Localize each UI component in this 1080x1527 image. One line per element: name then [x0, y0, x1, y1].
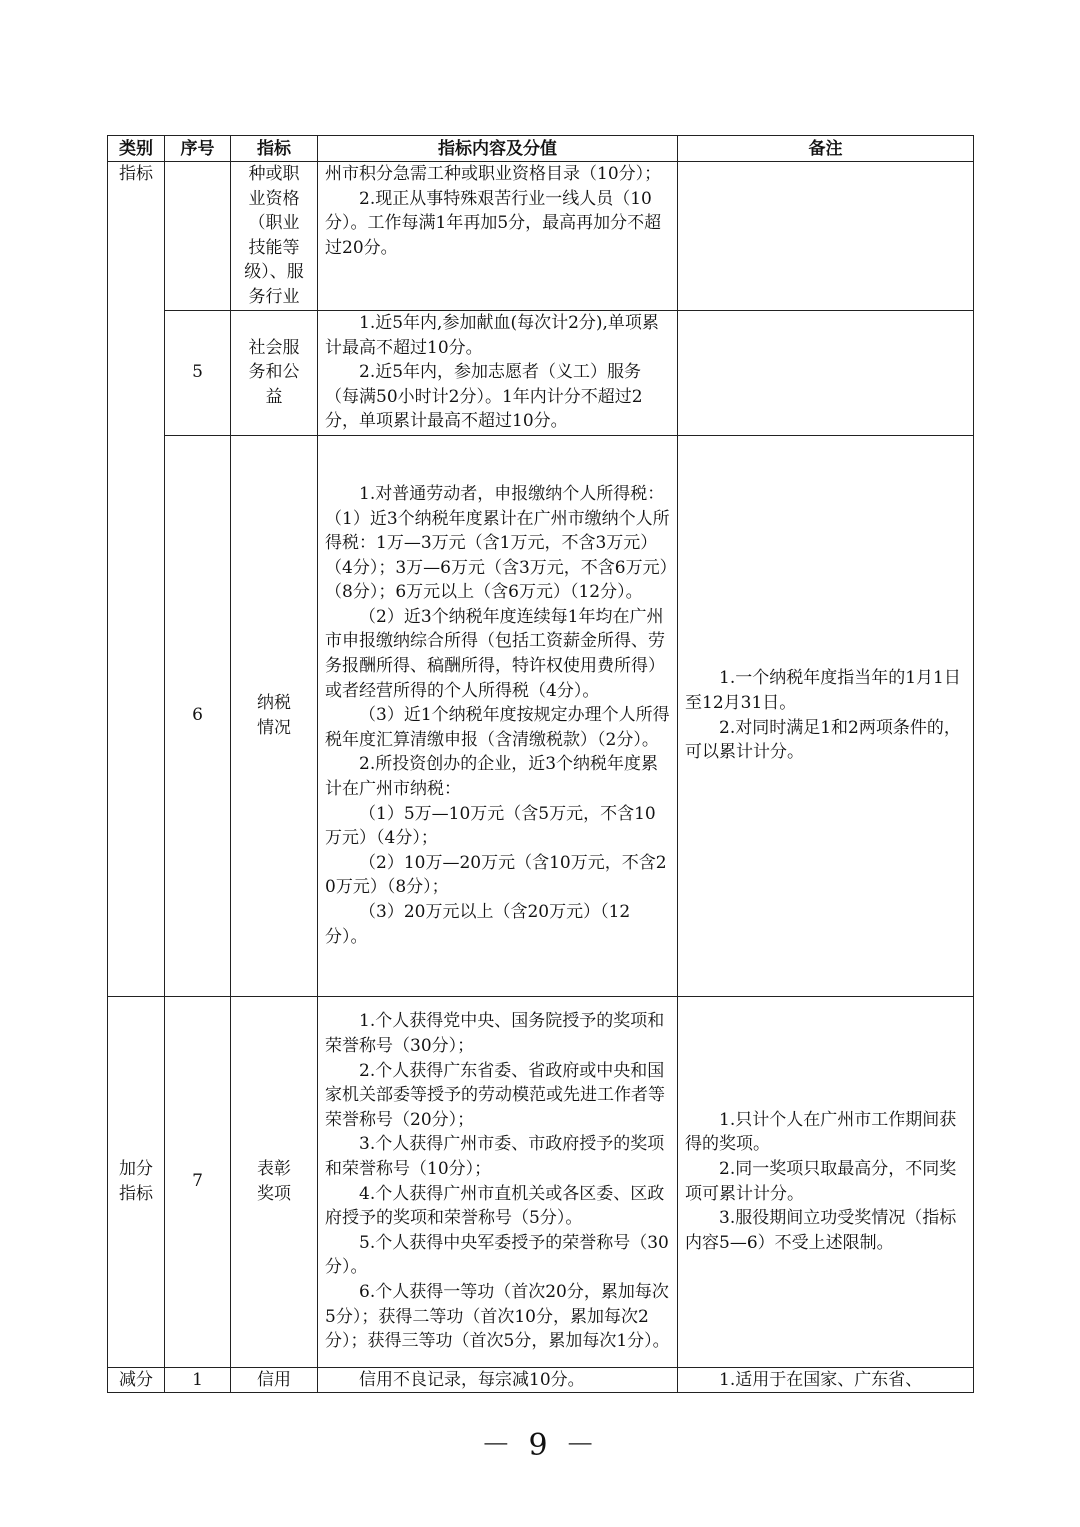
table-row — [108, 435, 974, 996]
index-cell — [165, 162, 231, 311]
scoring-table — [107, 135, 974, 1393]
index-cell: 6 — [165, 435, 231, 996]
header-remark: 备注 — [678, 136, 974, 162]
table-row — [108, 996, 974, 1367]
table-header-row — [108, 136, 974, 162]
indicator-cell: 表彰 奖项 — [231, 996, 318, 1367]
indicator-cell: 种或职 业资格 （职业 技能等 级）、服 务行业 — [231, 162, 318, 311]
content-cell: 1.近5年内,参加献血(每次计2分),单项累计最高不超过10分。 2.近5年内，参加志愿者（义工）服务（每满50小时计2分）。1年内计分不超过2分，单项累计最高不超过10分。 — [318, 310, 678, 435]
category-cell: 指标 — [108, 162, 165, 997]
table-row — [108, 310, 974, 435]
page-number: － 9 － — [480, 1428, 600, 1463]
header-index: 序号 — [165, 136, 231, 162]
indicator-cell: 社会服 务和公 益 — [231, 310, 318, 435]
index-cell: 7 — [165, 996, 231, 1367]
index-cell: 1 — [165, 1367, 231, 1393]
category-cell: 加分 指标 — [108, 996, 165, 1367]
table-row — [108, 162, 974, 311]
category-cell: 减分 — [108, 1367, 165, 1393]
remark-cell: 1.适用于在国家、广东省、 — [678, 1367, 974, 1393]
content-cell: 1.个人获得党中央、国务院授予的奖项和荣誉称号（30分）； 2.个人获得广东省委、省政府或中央和国家机关部委等授予的劳动模范或先进工作者等荣誉称号（20分）； 3.个人获得广州市委、市政府授予的奖项和荣誉称号（10分）； 4.个人获得广州市直机关或各区委、区政府授予的奖项和荣誉称号（5分）。 5.个人获得中央军委授予的荣誉称号（30分）。 6.个人获得一等功（首次20分，累加每次5分）；获得二等功（首次10分，累加每次2分）；获得三等功（首次5分，累加每次1分）。 — [318, 996, 678, 1367]
content-cell: 1.对普通劳动者，申报缴纳个人所得税：（1）近3个纳税年度累计在广州市缴纳个人所得税：1万—3万元（含1万元，不含3万元）（4分）；3万—6万元（含3万元，不含6万元）（8分）；6万元以上（含6万元）（12分）。 （2）近3个纳税年度连续每1年均在广州市申报缴纳综合所得（包括工资薪金所得、劳务报酬所得、稿酬所得，特许权使用费所得）或者经营所得的个人所得税（4分）。 （3）近1个纳税年度按规定办理个人所得税年度汇算清缴申报（含清缴税款）（2分）。 2.所投资创办的企业，近3个纳税年度累计在广州市纳税： （1）5万—10万元（含5万元，不含10万元）（4分）； （2）10万—20万元（含10万元，不含20万元）（8分）； （3）20万元以上（含20万元）（12分）。 — [318, 435, 678, 996]
indicator-cell: 纳税 情况 — [231, 435, 318, 996]
header-indicator: 指标 — [231, 136, 318, 162]
remark-cell — [678, 310, 974, 435]
header-category: 类别 — [108, 136, 165, 162]
content-cell: 信用不良记录，每宗减10分。 — [318, 1367, 678, 1393]
remark-cell — [678, 162, 974, 311]
header-content: 指标内容及分值 — [318, 136, 678, 162]
table-row — [108, 1367, 974, 1393]
remark-cell: 1.只计个人在广州市工作期间获得的奖项。 2.同一奖项只取最高分，不同奖项可累计计分。 3.服役期间立功受奖情况（指标内容5—6）不受上述限制。 — [678, 996, 974, 1367]
remark-cell: 1.一个纳税年度指当年的1月1日至12月31日。 2.对同时满足1和2两项条件的，可以累计计分。 — [678, 435, 974, 996]
index-cell: 5 — [165, 310, 231, 435]
content-cell: 州市积分急需工种或职业资格目录（10分）； 2.现正从事特殊艰苦行业一线人员（10分）。工作每满1年再加5分，最高再加分不超过20分。 — [318, 162, 678, 311]
indicator-cell: 信用 — [231, 1367, 318, 1393]
